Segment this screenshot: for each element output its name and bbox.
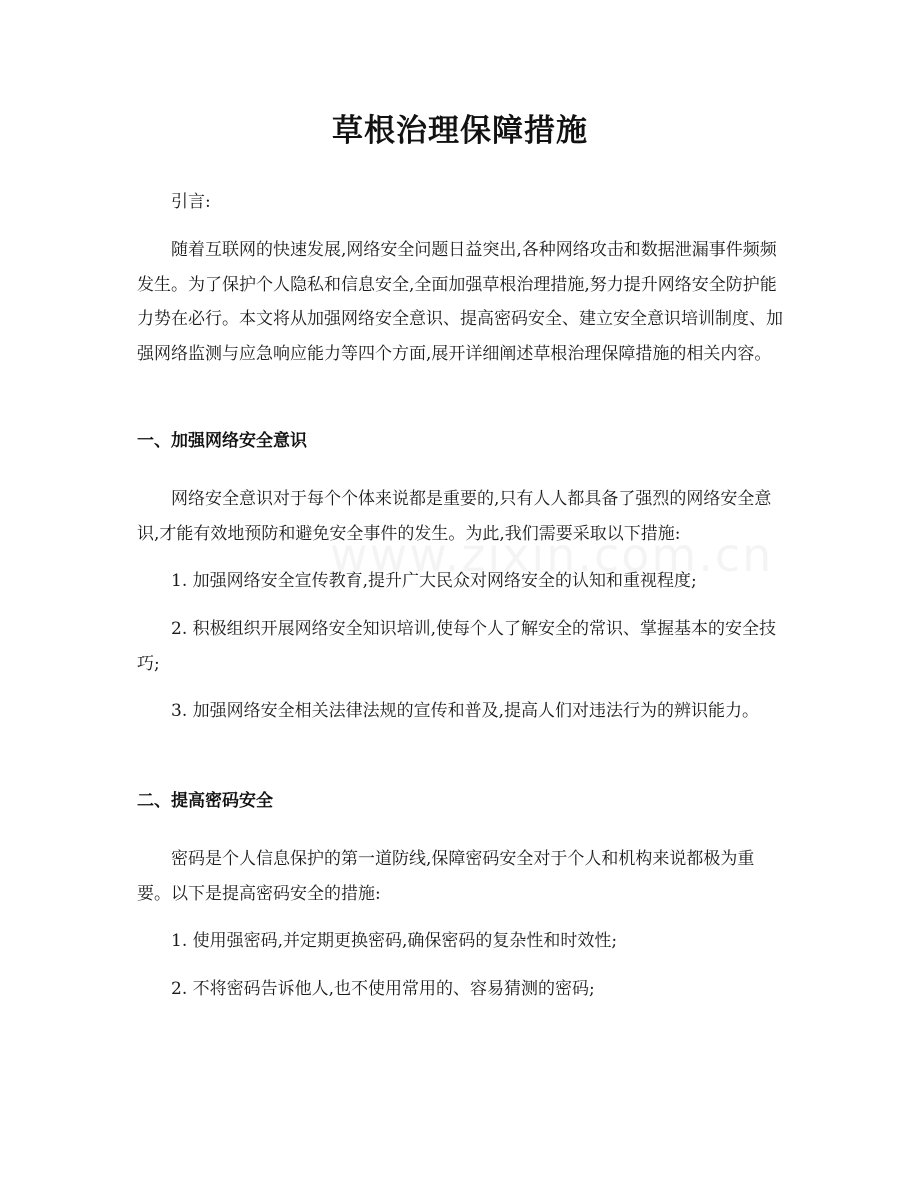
- intro-paragraph: 随着互联网的快速发展,网络安全问题日益突出,各种网络攻击和数据泄漏事件频频发生。为了保护个人隐私和信息安全,全面加强草根治理措施,努力提升网络安全防护能力势在必行。本文将从加强网络安全意识、提高密码安全、建立安全意识培训制度、加强网络监测与应急响应能力等四个方面,展开详细阐述草根治理保障措施的相关内容。: [137, 240, 783, 364]
- section-2-item-2: 2. 不将密码告诉他人,也不使用常用的、容易猜测的密码;: [171, 979, 595, 999]
- section-2-item-1: 1. 使用强密码,并定期更换密码,确保密码的复杂性和时效性;: [171, 931, 618, 951]
- section-2-intro: 密码是个人信息保护的第一道防线,保障密码安全对于个人和机构来说都极为重要。以下是提高密码安全的措施:: [137, 849, 755, 904]
- document-title: 草根治理保障措施: [332, 113, 588, 149]
- section-1-item-1: 1. 加强网络安全宣传教育,提升广大民众对网络安全的认知和重视程度;: [171, 571, 697, 591]
- section-1-item-3: 3. 加强网络安全相关法律法规的宣传和普及,提高人们对违法行为的辨识能力。: [171, 701, 760, 721]
- section-heading-2: 二、提高密码安全: [137, 791, 273, 811]
- section-1-item-2: 2. 积极组织开展网络安全知识培训,使每个人了解安全的常识、掌握基本的安全技巧;: [137, 619, 777, 674]
- section-1-intro: 网络安全意识对于每个个体来说都是重要的,只有人人都具备了强烈的网络安全意识,才能有效地预防和避免安全事件的发生。为此,我们需要采取以下措施:: [137, 489, 772, 544]
- intro-label: 引言:: [171, 192, 211, 212]
- section-heading-1: 一、加强网络安全意识: [137, 431, 307, 451]
